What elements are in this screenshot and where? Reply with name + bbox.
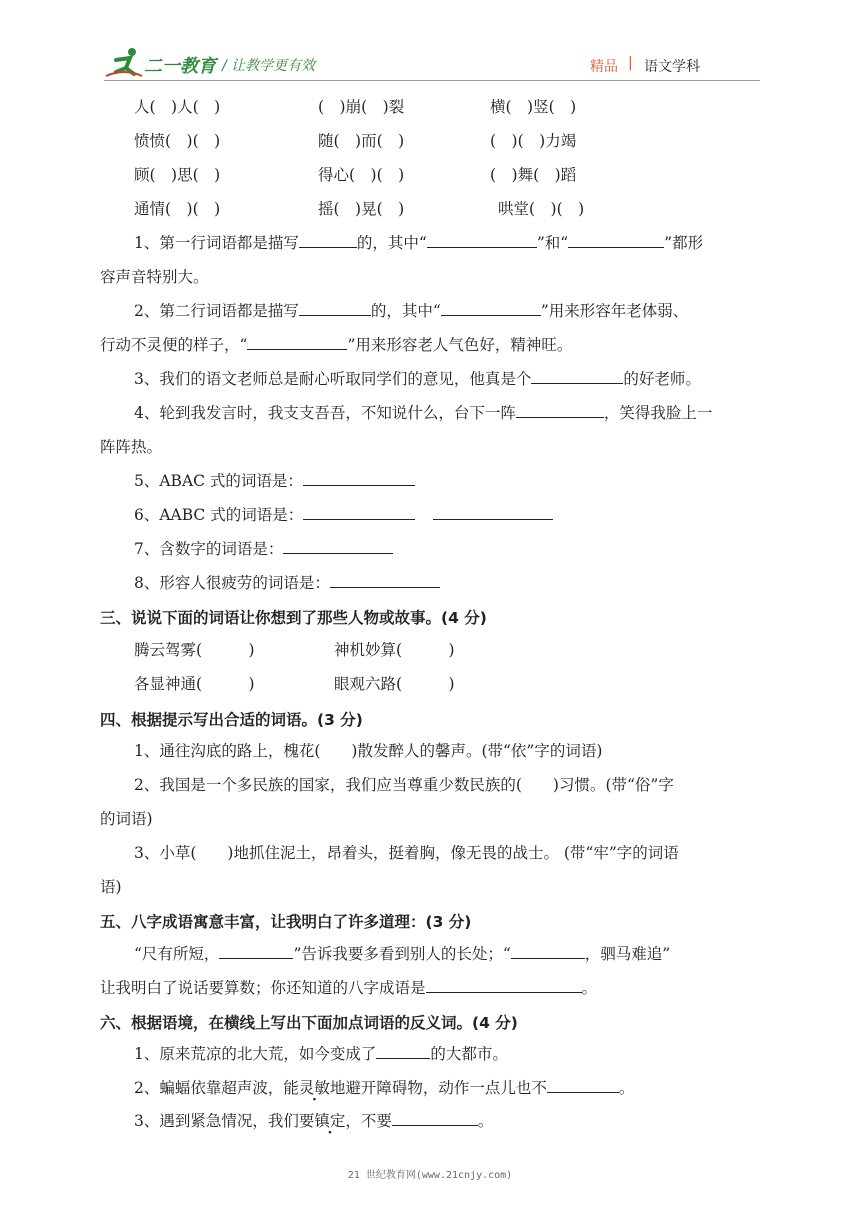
- idiom-r1c2: ( )崩( )裂: [318, 98, 405, 116]
- blank[interactable]: [516, 403, 604, 418]
- question-5: 5、ABAC 式的词语是：: [134, 471, 415, 491]
- blank[interactable]: [531, 369, 623, 384]
- section-4-title: 四、根据提示写出合适的词语。(3 分): [100, 711, 363, 729]
- idiom-r2c2: 随( )而( ): [318, 132, 405, 150]
- question-2-cont: 行动不灵便的样子，“ ”用来形容老人气色好，精神旺。: [100, 336, 573, 354]
- idiom-r2c1: 愤愤( )( ): [134, 132, 221, 150]
- question-4: 4、轮到我发言时，我支支吾吾，不知说什么，台下一阵 ，笑得我脸上一: [134, 404, 713, 422]
- question-1-cont: 容声音特别大。: [100, 268, 209, 286]
- idiom-r4c1: 通情( )( ): [134, 200, 221, 218]
- idiom-r3c3: ( )舞( )蹈: [490, 166, 577, 184]
- header-divider: |: [628, 55, 633, 71]
- sec6-line-2: 2、蝙蝠依靠超声波，能灵敏地避开障碍物，动作一点儿也不 。: [134, 1079, 635, 1097]
- question-4-cont: 阵阵热。: [100, 438, 163, 456]
- blank[interactable]: [219, 944, 293, 959]
- blank[interactable]: [376, 1044, 430, 1059]
- blank[interactable]: [441, 301, 541, 316]
- sec3-item-3: 各显神通( ): [134, 675, 255, 693]
- question-7: 7、含数字的词语是：: [134, 539, 393, 559]
- question-6: 6、AABC 式的词语是：: [134, 505, 553, 525]
- section-5-title: 五、八字成语寓意丰富，让我明白了许多道理：(3 分): [100, 913, 472, 931]
- sec6-line-1: 1、原来荒凉的北大荒，如今变成了 的大都市。: [134, 1045, 508, 1063]
- blank[interactable]: [299, 233, 357, 248]
- idiom-r3c2: 得心( )( ): [318, 166, 405, 184]
- blank[interactable]: [392, 1111, 478, 1126]
- sec3-item-2: 神机妙算( ): [334, 641, 455, 659]
- sec4-line-1: 1、通往沟底的路上，槐花( )散发醉人的馨声。(带“依”字的词语): [134, 742, 603, 760]
- logo-text: 二一教育: [144, 56, 216, 77]
- question-8: 8、形容人很疲劳的词语是：: [134, 573, 440, 593]
- idiom-r1c1: 人( )人( ): [134, 98, 221, 116]
- header-rule: [104, 80, 760, 81]
- runner-logo-icon: [104, 46, 144, 80]
- blank[interactable]: [303, 505, 415, 520]
- blank[interactable]: [568, 233, 664, 248]
- blank[interactable]: [299, 301, 371, 316]
- sec4-line-3: 的词语): [100, 810, 153, 828]
- header-label-subject: 语文学科: [644, 59, 700, 75]
- sec6-line-3: 3、遇到紧急情况，我们要镇定，不要 。: [134, 1112, 494, 1130]
- sec3-item-1: 腾云驾雾( ): [134, 641, 255, 659]
- dotted-word: 镇定: [314, 1112, 346, 1130]
- section-6-title: 六、根据语境，在横线上写出下面加点词语的反义词。(4 分): [100, 1014, 518, 1032]
- header-label-premium: 精品: [590, 59, 618, 75]
- sec5-line-1: “尺有所短， ”告诉我要多看到别人的长处；“ ，驷马难追”: [134, 945, 671, 963]
- sec4-line-5: 语): [100, 878, 122, 896]
- sec3-item-4: 眼观六路( ): [334, 675, 455, 693]
- sec4-line-4: 3、小草( )地抓住泥土，昂着头，挺着胸，像无畏的战士。 (带“牢”字的词语: [134, 844, 679, 862]
- sec5-line-2: 让我明白了说话要算数；你还知道的八字成语是 。: [100, 979, 598, 997]
- idiom-r2c3: ( )( )力竭: [490, 132, 577, 150]
- blank[interactable]: [433, 505, 553, 520]
- question-1: 1、第一行词语都是描写 的，其中“ ”和“ ”都形: [134, 234, 704, 252]
- blank[interactable]: [330, 573, 440, 588]
- question-2: 2、第二行词语都是描写 的，其中“ ”用来形容年老体弱、: [134, 302, 689, 320]
- blank[interactable]: [511, 944, 585, 959]
- idiom-r1c3: 横( )竖( ): [490, 98, 577, 116]
- header: [0, 0, 860, 90]
- blank[interactable]: [283, 539, 393, 554]
- dotted-word: 灵敏: [298, 1079, 330, 1097]
- blank[interactable]: [303, 471, 415, 486]
- footer-text: 21 世纪教育网(www.21cnjy.com): [347, 1170, 513, 1181]
- question-3: 3、我们的语文老师总是耐心听取同学们的意见，他真是个 的好老师。: [134, 370, 701, 388]
- idiom-r4c2: 摇( )晃( ): [318, 200, 405, 218]
- blank[interactable]: [547, 1078, 619, 1093]
- slogan: / 让教学更有效: [222, 58, 316, 74]
- section-3-title: 三、说说下面的词语让你想到了那些人物或故事。(4 分): [100, 609, 487, 627]
- idiom-r3c1: 顾( )思( ): [134, 166, 221, 184]
- sec4-line-2: 2、我国是一个多民族的国家，我们应当尊重少数民族的( )习惯。(带“俗”字: [134, 776, 674, 794]
- blank[interactable]: [427, 233, 537, 248]
- blank[interactable]: [247, 335, 347, 350]
- blank[interactable]: [426, 978, 582, 993]
- idiom-r4c3: 哄堂( )( ): [498, 200, 585, 218]
